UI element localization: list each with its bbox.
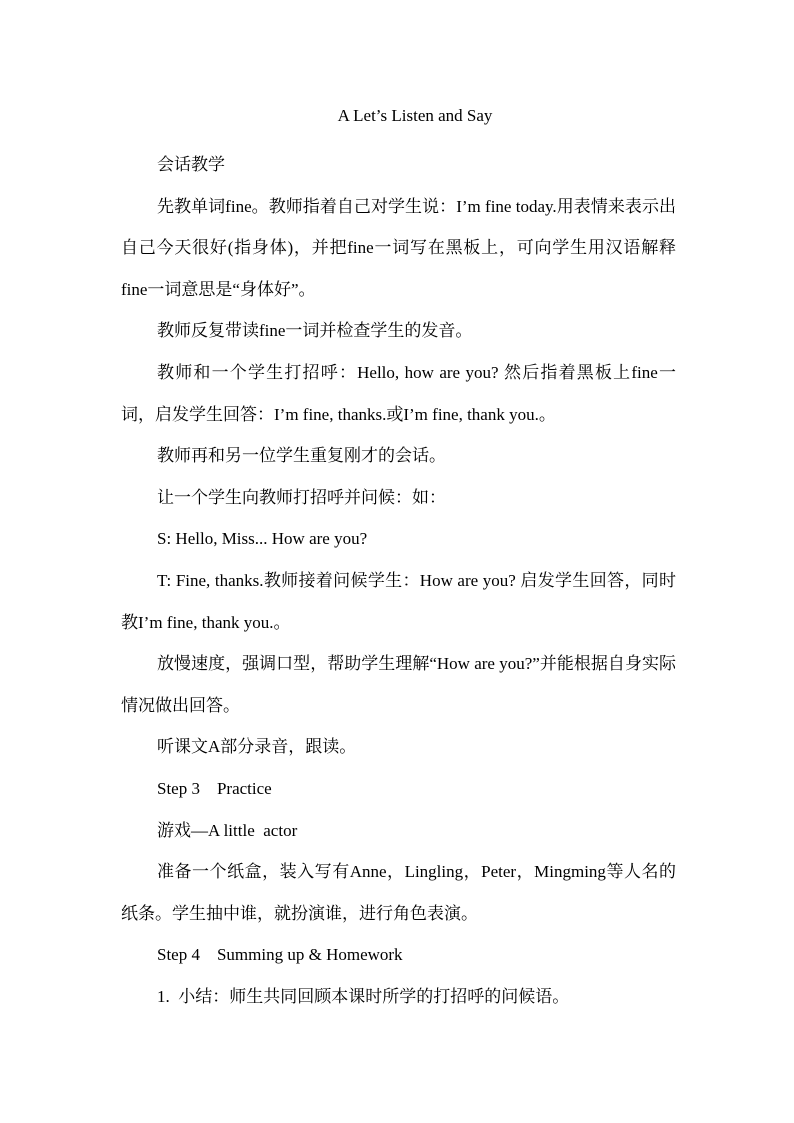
paragraph-prepare-box: 准备一个纸盒，装入写有Anne，Lingling，Peter，Mingming等人名的纸条。学生抽中谁，就扮演谁，进行角色表演。 — [121, 862, 676, 923]
paragraph-summary: 1. 小结：师生共同回顾本课时所学的打招呼的问候语。 — [157, 986, 570, 1006]
paragraph-listen-recording: 听课文A部分录音，跟读。 — [157, 737, 357, 757]
paragraph-greet-student: 教师和一个学生打招呼：Hello, how are you? 然后指着黑板上fine一词，启发学生回答：I’m fine, thanks.或I’m fine, thank you.。 — [121, 362, 676, 424]
paragraph-teach-fine: 先教单词fine。教师指着自己对学生说：I’m fine today.用表情来表示出自己今天很好(指身体)，并把fine一词写在黑板上，可向学生用汉语解释fine一词意思是“身体好”。 — [121, 196, 676, 299]
paragraph-section-heading: 会话教学 — [157, 155, 225, 174]
step-3-heading: Step 3 Practice — [157, 778, 272, 798]
paragraph-slow-down: 放慢速度，强调口型，帮助学生理解“How are you?”并能根据自身实际情况做出回答。 — [121, 654, 676, 715]
paragraph-dialogue-s: S: Hello, Miss... How are you? — [157, 529, 368, 549]
document-body — [121, 144, 676, 1017]
paragraph-read-fine: 教师反复带读fine一词并检查学生的发音。 — [157, 321, 473, 341]
step-4-heading: Step 4 Summing up & Homework — [157, 945, 403, 965]
paragraph-repeat-dialogue: 教师再和另一位学生重复刚才的会话。 — [157, 446, 446, 466]
document-title: A Let’s Listen and Say — [337, 106, 493, 125]
paragraph-dialogue-t: T: Fine, thanks.教师接着问候学生：How are you? 启发学生回答，同时教I’m fine, thank you.。 — [121, 570, 676, 632]
paragraph-student-greets: 让一个学生向教师打招呼并问候：如： — [157, 487, 446, 507]
paragraph-game: 游戏—A little actor — [157, 820, 298, 840]
